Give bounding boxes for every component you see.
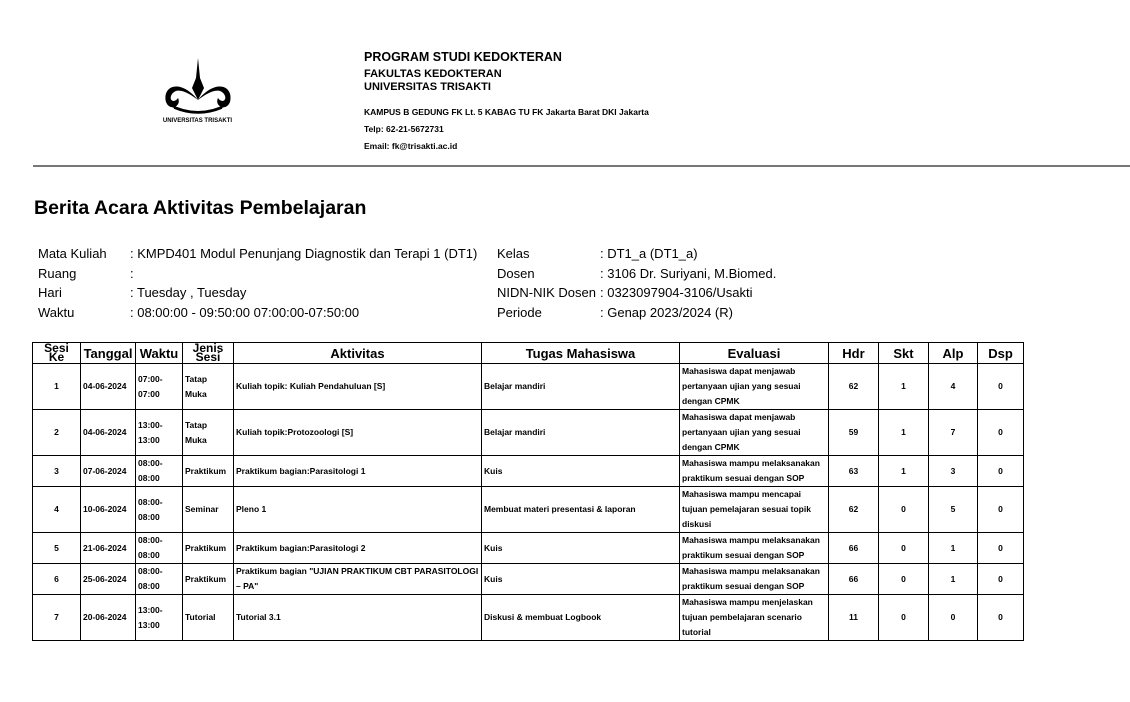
table-cell: 62 [829, 487, 879, 533]
table-row [33, 364, 1024, 410]
table-cell: Mahasiswa dapat menjawab pertanyaan ujian yang sesuai dengan CPMK [680, 364, 829, 410]
table-cell: 0 [978, 410, 1024, 456]
table-cell: 04-06-2024 [81, 364, 136, 410]
column-header: Tanggal [81, 343, 136, 364]
info-label: Hari [38, 285, 62, 301]
table-cell: 7 [929, 410, 978, 456]
table-cell: Mahasiswa mampu melaksanakan praktikum sesuai dengan SOP [680, 533, 829, 564]
column-header: Jenis Sesi [183, 343, 234, 364]
info-value: : 0323097904-3106/Usakti [600, 285, 753, 301]
table-cell: 07-06-2024 [81, 456, 136, 487]
info-row [497, 283, 776, 303]
table-cell: 4 [33, 487, 81, 533]
info-label: NIDN-NIK Dosen [497, 285, 596, 301]
info-label: Waktu [38, 305, 75, 321]
table-cell: 20-06-2024 [81, 595, 136, 641]
trisakti-emblem-icon [160, 58, 236, 116]
table-cell: 1 [33, 364, 81, 410]
table-cell: 62 [829, 364, 879, 410]
column-header: Evaluasi [680, 343, 829, 364]
table-cell: Mahasiswa dapat menjawab pertanyaan ujian yang sesuai dengan CPMK [680, 410, 829, 456]
table-cell: 1 [929, 533, 978, 564]
program-name: PROGRAM STUDI KEDOKTERAN [364, 50, 562, 64]
table-cell: 11 [829, 595, 879, 641]
table-cell: 5 [33, 533, 81, 564]
table-cell: 04-06-2024 [81, 410, 136, 456]
table-cell: 7 [33, 595, 81, 641]
table-cell: 1 [879, 364, 929, 410]
info-label: Kelas [497, 246, 530, 261]
table-cell: Membuat materi presentasi & laporan [482, 487, 680, 533]
activity-table [32, 342, 1024, 641]
info-row [38, 264, 477, 284]
phone: Telp: 62-21-5672731 [364, 124, 444, 134]
table-cell: 6 [33, 564, 81, 595]
table-cell: 0 [879, 564, 929, 595]
info-right [497, 244, 776, 323]
table-cell: Kuis [482, 564, 680, 595]
address: KAMPUS B GEDUNG FK Lt. 5 KABAG TU FK Jakarta Barat DKI Jakarta [364, 107, 649, 117]
table-cell: Praktikum bagian:Parasitologi 1 [234, 456, 482, 487]
table-cell: Seminar [183, 487, 234, 533]
column-header: Dsp [978, 343, 1024, 364]
table-cell: Praktikum [183, 456, 234, 487]
table-cell: Praktikum [183, 564, 234, 595]
column-header: Skt [879, 343, 929, 364]
table-cell: 1 [929, 564, 978, 595]
table-cell: 59 [829, 410, 879, 456]
institution-header [364, 50, 649, 155]
info-label: Mata Kuliah [38, 246, 107, 261]
table-row [33, 456, 1024, 487]
table-cell: Kuliah topik:Protozoologi [S] [234, 410, 482, 456]
table-cell: 0 [879, 595, 929, 641]
column-header: Hdr [829, 343, 879, 364]
table-cell: Diskusi & membuat Logbook [482, 595, 680, 641]
info-value: : KMPD401 Modul Penunjang Diagnostik dan Terapi 1 (DT1) [130, 246, 478, 261]
table-cell: Praktikum [183, 533, 234, 564]
table-cell: 0 [879, 487, 929, 533]
info-label: Ruang [38, 265, 77, 281]
table-cell: 0 [978, 533, 1024, 564]
info-value: : Genap 2023/2024 (R) [600, 305, 733, 321]
info-label: Periode [497, 305, 542, 321]
table-cell: Tutorial 3.1 [234, 595, 482, 641]
column-header: Waktu [136, 343, 183, 364]
university-name: UNIVERSITAS TRISAKTI [364, 81, 491, 93]
table-cell: 21-06-2024 [81, 533, 136, 564]
page-title: Berita Acara Aktivitas Pembelajaran [34, 197, 367, 219]
column-header: Sesi Ke [33, 343, 81, 364]
table-cell: 08:00-08:00 [136, 564, 183, 595]
table-cell: 08:00-08:00 [136, 533, 183, 564]
table-cell: 0 [978, 364, 1024, 410]
table-cell: Tatap Muka [183, 410, 234, 456]
table-cell: Tatap Muka [183, 364, 234, 410]
column-header: Alp [929, 343, 978, 364]
table-cell: Kuis [482, 533, 680, 564]
table-cell: 2 [33, 410, 81, 456]
info-value: : 08:00:00 - 09:50:00 07:00:00-07:50:00 [130, 305, 360, 321]
info-row [497, 244, 776, 264]
table-cell: 66 [829, 533, 879, 564]
info-value: : [130, 265, 134, 281]
table-row [33, 410, 1024, 456]
table-row [33, 533, 1024, 564]
info-row [38, 283, 477, 303]
info-value: : Tuesday , Tuesday [130, 285, 247, 301]
table-cell: 3 [33, 456, 81, 487]
table-cell: Mahasiswa mampu mencapai tujuan pemelajaran sesuai topik diskusi [680, 487, 829, 533]
info-value: : DT1_a (DT1_a) [600, 246, 698, 261]
info-row [38, 244, 477, 264]
table-row [33, 564, 1024, 595]
table-cell: 13:00-13:00 [136, 595, 183, 641]
logo-text: UNIVERSITAS TRISAKTI [162, 118, 233, 124]
email: Email: fk@trisakti.ac.id [364, 141, 458, 151]
info-left [38, 244, 477, 323]
info-row [497, 264, 776, 284]
table-cell: Pleno 1 [234, 487, 482, 533]
table-row [33, 487, 1024, 533]
table-cell: Belajar mandiri [482, 410, 680, 456]
table-row [33, 595, 1024, 641]
table-cell: Belajar mandiri [482, 364, 680, 410]
info-row [38, 303, 477, 323]
table-cell: 5 [929, 487, 978, 533]
university-logo [155, 58, 240, 124]
table-cell: Mahasiswa mampu menjelaskan tujuan pembelajaran scenario tutorial [680, 595, 829, 641]
table-cell: 0 [978, 456, 1024, 487]
table-cell: 63 [829, 456, 879, 487]
column-header: Aktivitas [234, 343, 482, 364]
table-cell: 10-06-2024 [81, 487, 136, 533]
table-cell: 13:00-13:00 [136, 410, 183, 456]
table-cell: 0 [978, 564, 1024, 595]
table-cell: 0 [978, 595, 1024, 641]
table-cell: Praktikum bagian "UJIAN PRAKTIKUM CBT PARASITOLOGI – PA" [234, 564, 482, 595]
info-row [497, 303, 776, 323]
column-header: Tugas Mahasiswa [482, 343, 680, 364]
header-divider [33, 165, 1130, 167]
table-cell: Praktikum bagian:Parasitologi 2 [234, 533, 482, 564]
table-cell: Mahasiswa mampu melaksanakan praktikum sesuai dengan SOP [680, 456, 829, 487]
table-cell: 08:00-08:00 [136, 487, 183, 533]
table-cell: 0 [929, 595, 978, 641]
table-cell: Kuliah topik: Kuliah Pendahuluan [S] [234, 364, 482, 410]
table-cell: Kuis [482, 456, 680, 487]
table-cell: 07:00-07:00 [136, 364, 183, 410]
table-cell: Tutorial [183, 595, 234, 641]
table-cell: Mahasiswa mampu melaksanakan praktikum sesuai dengan SOP [680, 564, 829, 595]
table-cell: 0 [978, 487, 1024, 533]
faculty-name: FAKULTAS KEDOKTERAN [364, 68, 502, 80]
table-cell: 4 [929, 364, 978, 410]
info-value: : 3106 Dr. Suriyani, M.Biomed. [600, 265, 777, 281]
table-cell: 1 [879, 410, 929, 456]
table-cell: 66 [829, 564, 879, 595]
table-cell: 0 [879, 533, 929, 564]
table-cell: 08:00-08:00 [136, 456, 183, 487]
table-cell: 3 [929, 456, 978, 487]
table-cell: 25-06-2024 [81, 564, 136, 595]
table-cell: 1 [879, 456, 929, 487]
info-label: Dosen [497, 265, 535, 281]
